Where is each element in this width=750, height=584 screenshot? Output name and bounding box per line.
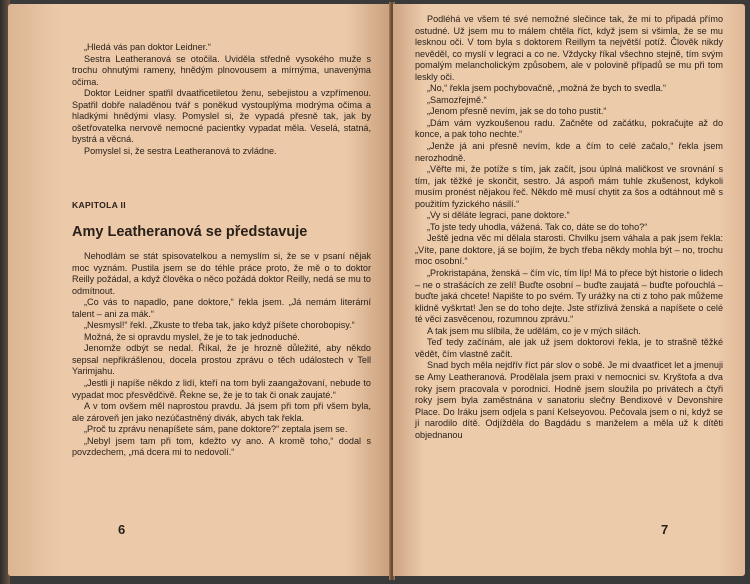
paragraph: „Hledá vás pan doktor Leidner.“ xyxy=(84,42,211,52)
paragraph: „Věřte mi, že potíže s tím, jak začít, jsou úplná maličkost ve srovnání s tím, jak těžké je skončit, sestro. Já aspoň mám tuhle zkušenost, kdykoli musím pronést nějakou řeč. Někdo mě musí chytit za šos a odtáhnout mě s použitím fyzického násilí.“ xyxy=(415,164,723,209)
paragraph: „Dám vám vyzkoušenou radu. Začněte od začátku, pokračujte až do konce, a pak toho nechte.“ xyxy=(415,117,723,140)
paragraph: „Jenom přesně nevím, jak se do toho pustit.“ xyxy=(427,106,607,117)
paragraph: Jenomže odbýt se nedal. Říkal, že je hrozně důležité, aby někdo sepsal nepřikrášlenou, docela prostou zprávu o těch událostech v Tell Yarimjahu. xyxy=(72,343,371,377)
right-page xyxy=(393,4,745,576)
paragraph: Sestra Leatheranová se otočila. Uviděla středně vysokého muže s trochu ohnutými rameny, hnědým plnovousem a mírnýma, unavenýma očima. xyxy=(72,53,371,87)
page-number-right: 7 xyxy=(661,522,669,538)
paragraph: Teď tedy začínám, ale jak už jsem doktorovi řekla, je to strašně těžké vědět, čím vlastně začít. xyxy=(415,337,723,359)
paragraph: „Nesmysl!“ řekl. „Zkuste to třeba tak, jako když píšete chorobopisy.“ xyxy=(84,320,355,331)
paragraph: Pomyslel si, že sestra Leatheranová to zvládne. xyxy=(84,145,277,156)
paragraph: Nehodlám se stát spisovatelkou a nemyslím si, že se v psaní nějak moc vyznám. Pustila jsem se do téhle práce proto, že mě o to doktor Reilly požádal, a když člověka o něco požádá doktor Reilly, nedá se mu to odmítnout. xyxy=(72,251,371,296)
left-page-top-text xyxy=(72,42,371,157)
paragraph: Doktor Leidner spatřil dvaatřicetiletou ženu, sebejistou a vzpřímenou. Spatřil dobře naladěnou tvář s poněkud vystouplýma modrýma očima a hladkými hnědými vlasy. Pomyslel si, že vypadá přesně tak, jak by ošetřovatelka nervově nemocné pacientky vypadat měla. Veselá, statná, bystrá a věcná. xyxy=(72,88,371,145)
paragraph: A v tom ovšem měl naprostou pravdu. Já jsem při tom při všem byla, ale zároveň jen jako nezúčastněný divák, abych tak řekla. xyxy=(72,401,371,423)
paragraph: Podléhá ve všem té své nemožné slečince tak, že mi to připadá přímo ostudné. Už jsem mu to málem chtěla říct, když jsem si všimla, že se mu lesknou oči. V tom byla s doktorem Reillym ta největší potíž. Člověk nikdy nevěděl, co myslí v legraci a co ne. Vždycky říkal všechno stejně, tím svým pomalým melancholickým způsobem, ale v polovině případů se mu při tom leskly oči. xyxy=(415,14,723,82)
paragraph: „Nebyl jsem tam při tom, kdežto vy ano. A kromě toho,“ dodal s povzdechem, „má dcera mi to nedovolí.“ xyxy=(72,435,371,458)
paragraph: Možná, že si opravdu myslel, že je to tak jednoduché. xyxy=(84,331,300,342)
paragraph: „Co vás to napadlo, pane doktore,“ řekla jsem. „Já nemám literární talent – ani za mák.“ xyxy=(72,297,371,319)
paragraph: „Jenže já ani přesně nevím, kde a čím to celé začalo,“ řekla jsem nerozhodně. xyxy=(415,141,723,163)
paragraph: „Vy si děláte legraci, pane doktore.“ xyxy=(427,210,570,221)
paragraph: „Jestli ji napíše někdo z lidí, kteří na tom byli zaangažovaní, nebude to vypadat moc přesvědčivě. Řekne se, že je to tak či onak zaujaté.“ xyxy=(72,378,371,400)
right-page-text xyxy=(415,14,723,441)
page-number-left: 6 xyxy=(118,522,126,538)
paragraph: „Samozřejmě.“ xyxy=(427,94,487,105)
paragraph: Ještě jedna věc mi dělala starosti. Chvilku jsem váhala a pak jsem řekla: „Víte, pane doktore, já se bojím, že bych třeba někdy mohla být – no, trochu moc osobní.“ xyxy=(415,233,723,267)
chapter-label: KAPITOLA II xyxy=(72,200,126,211)
paragraph: „Proč tu zprávu nenapíšete sám, pane doktore?“ zeptala jsem se. xyxy=(84,424,348,435)
paragraph: „No,“ řekla jsem pochybovačně, „možná že bych to svedla.“ xyxy=(427,83,667,94)
paragraph: Snad bych měla nejdřív říct pár slov o sobě. Je mi dvaatřicet let a jmenuji se Amy Leatheranová. Prodělala jsem praxi v nemocnici sv. Kryštofa a dva roky jsem pracovala v porodnici. Hodně jsem sloužila po privátech a čtyři roky jsem byla zaměstnána v sanatoriu slečny Bendixové v Devonshire Place. Do Iráku jsem odjela s paní Kelseyovou. Pečovala jsem o ni, když se jí narodilo dítě. Odjížděla do Bagdádu s manželem a měla už k dítěti objednanou xyxy=(415,360,723,440)
left-page-bottom-text xyxy=(72,251,371,459)
paragraph: „Prokristapána, ženská – čím víc, tím líp! Má to přece být historie o lidech – ne o strašácích ze zelí! Buďte osobní – buďte zaujatá – buďte pořouchlá – buďte jaká chcete! Napište to po svém. Ty urážky na cti z toho pak můžeme klidně vyškrtat! Jen se do toho dejte. Jste střízlivá ženská a napíšete o celé té věci zasvěcenou, rozumnou zprávu.“ xyxy=(415,268,723,325)
paragraph: A tak jsem mu slíbila, že udělám, co je v mých silách. xyxy=(427,325,641,336)
left-page xyxy=(8,4,391,576)
chapter-title: Amy Leatheranová se představuje xyxy=(72,224,308,241)
paragraph: „To jste tedy uhodla, vážená. Tak co, dáte se do toho?“ xyxy=(427,221,648,232)
